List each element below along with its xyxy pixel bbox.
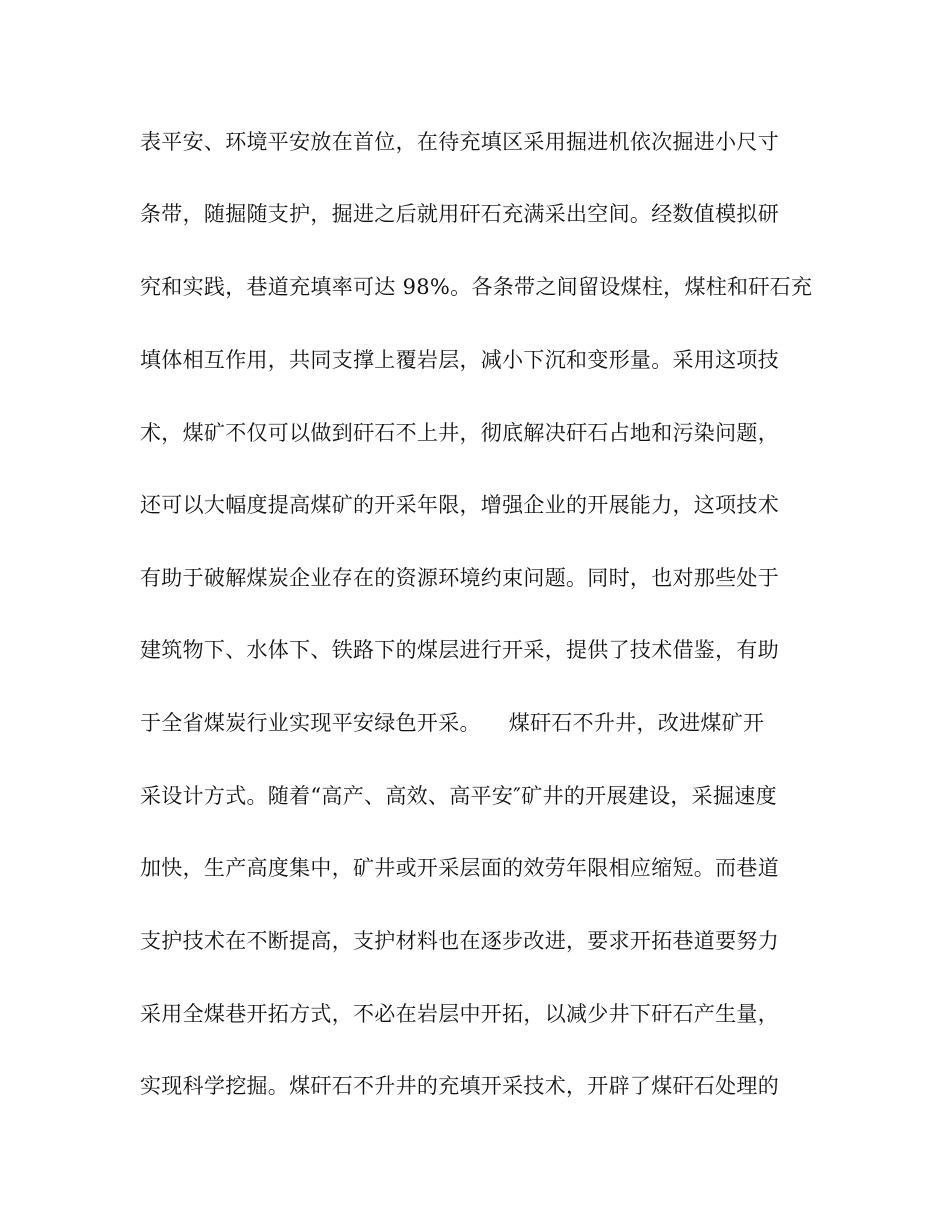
text-line: 究和实践，巷道充填率可达 98%。各条带之间留设煤柱，煤柱和矸石充 — [140, 275, 813, 299]
text-line: 条带，随掘随支护，掘进之后就用矸石充满采出空间。经数值模拟研 — [140, 202, 779, 226]
text-line: 填体相互作用，共同支撑上覆岩层，减小下沉和变形量。采用这项技 — [140, 348, 779, 372]
text-line: 表平安、环境平安放在首位，在待充填区采用掘进机依次掘进小尺寸 — [140, 130, 779, 154]
text-line: 术，煤矿不仅可以做到矸石不上井，彻底解决矸石占地和污染问题， — [140, 421, 779, 445]
text-line: 有助于破解煤炭企业存在的资源环境约束问题。同时，也对那些处于 — [140, 566, 779, 590]
text-line: 采用全煤巷开拓方式，不必在岩层中开拓，以减少井下矸石产生量， — [140, 1002, 779, 1026]
text-line: 实现科学挖掘。煤矸石不升井的充填开采技术，开辟了煤矸石处理的 — [140, 1074, 779, 1098]
text-line: 还可以大幅度提高煤矿的开采年限，增强企业的开展能力，这项技术 — [140, 493, 779, 517]
text-line: 于全省煤炭行业实现平安绿色开采。 煤矸石不升井，改进煤矿开 — [140, 711, 765, 735]
text-line: 支护技术在不断提高，支护材料也在逐步改进，要求开拓巷道要努力 — [140, 929, 779, 953]
text-line: 采设计方式。随着“高产、高效、高平安″矿井的开展建设，采掘速度 — [140, 784, 777, 808]
text-line: 建筑物下、水体下、铁路下的煤层进行开采，提供了技术借鉴，有助 — [140, 638, 779, 662]
text-line: 加快，生产高度集中，矿井或开采层面的效劳年限相应缩短。而巷道 — [140, 856, 779, 880]
